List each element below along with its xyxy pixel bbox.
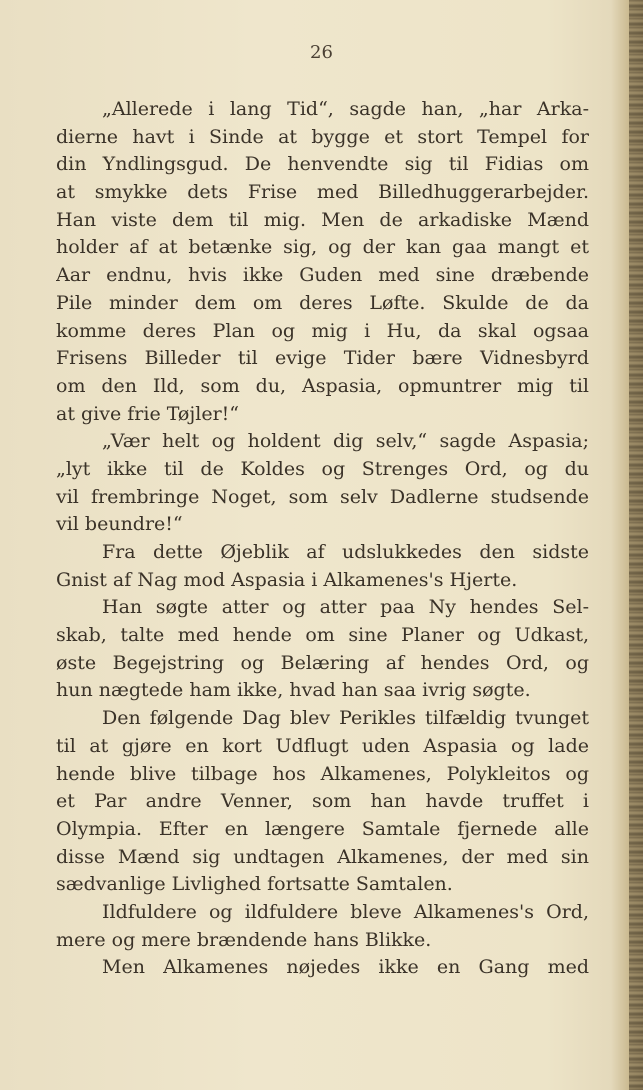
- text-line: vil beundre!“: [56, 513, 183, 536]
- text-line: skab, talte med hende om sine Planer og Udkast,: [56, 624, 589, 647]
- text-line: Men Alkamenes nøjedes ikke en Gang med: [102, 956, 589, 979]
- text-line: „Vær helt og holdent dig selv,“ sagde Aspasia;: [102, 430, 589, 453]
- text-line: at give frie Tøjler!“: [56, 402, 240, 425]
- text-line: øste Begejstring og Belæring af hendes Ord, og: [56, 651, 589, 674]
- text-line: dierne havt i Sinde at bygge et stort Tempel for: [56, 125, 589, 148]
- text-line: Han viste dem til mig. Men de arkadiske Mænd: [56, 208, 589, 231]
- text-line: Den følgende Dag blev Perikles tilfældig tvunget: [102, 707, 589, 730]
- text-line: til at gjøre en kort Udflugt uden Aspasia og lade: [56, 734, 589, 757]
- text-line: komme deres Plan og mig i Hu, da skal ogsaa: [56, 319, 589, 342]
- text-line: vil frembringe Noget, som selv Dadlerne studsende: [56, 485, 589, 508]
- page-edge: [629, 0, 643, 1090]
- text-line: Olympia. Efter en længere Samtale fjernede alle: [56, 817, 589, 840]
- text-line: hun nægtede ham ikke, hvad han saa ivrig søgte.: [56, 679, 531, 702]
- text-line: Aar endnu, hvis ikke Guden med sine dræbende: [56, 264, 589, 287]
- text-line: holder af at betænke sig, og der kan gaa mangt et: [56, 236, 589, 259]
- page-number: 26: [310, 42, 333, 63]
- text-line: Gnist af Nag mod Aspasia i Alkamenes's Hjerte.: [56, 568, 518, 591]
- text-line: mere og mere brændende hans Blikke.: [56, 928, 432, 951]
- text-line: om den Ild, som du, Aspasia, opmuntrer mig til: [56, 374, 589, 397]
- text-line: „lyt ikke til de Koldes og Strenges Ord, og du: [56, 457, 589, 480]
- text-line: et Par andre Venner, som han havde truffet i: [56, 790, 589, 813]
- text-line: Ildfuldere og ildfuldere bleve Alkamenes's Ord,: [102, 900, 589, 923]
- text-line: „Allerede i lang Tid“, sagde han, „har Arka-: [102, 98, 589, 120]
- text-line: Pile minder dem om deres Løfte. Skulde de da: [56, 291, 589, 314]
- text-line: Han søgte atter og atter paa Ny hendes Sel-: [102, 596, 589, 619]
- text-line: Frisens Billeder til evige Tider bære Vidnesbyrd: [56, 347, 589, 370]
- text-line: disse Mænd sig undtagen Alkamenes, der med sin: [56, 845, 589, 868]
- text-line: Fra dette Øjeblik af udslukkedes den sidste: [102, 541, 589, 563]
- text-line: hende blive tilbage hos Alkamenes, Polykleitos og: [56, 762, 589, 785]
- text-line: din Yndlingsgud. De henvendte sig til Fidias om: [56, 153, 589, 176]
- text-line: at smykke dets Frise med Billedhuggerarbejder.: [56, 181, 589, 204]
- body-text: [56, 96, 589, 982]
- text-line: sædvanlige Livlighed fortsatte Samtalen.: [56, 873, 453, 896]
